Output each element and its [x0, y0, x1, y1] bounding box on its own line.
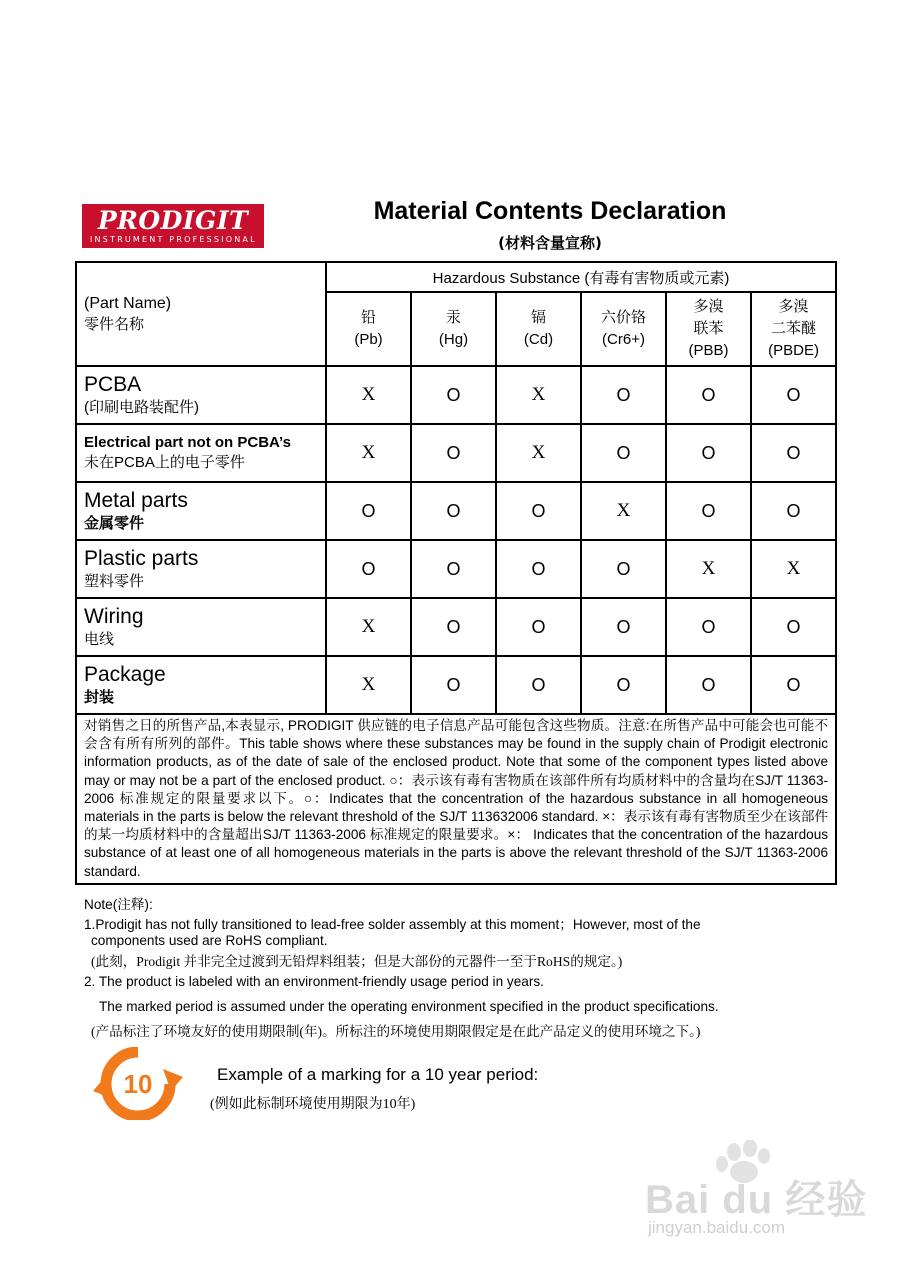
logo-brand: PRODIGIT — [97, 206, 249, 235]
substance-mark-cell: O — [751, 424, 836, 482]
declaration-table — [75, 261, 837, 885]
part-name-zh: 塑料零件 — [84, 572, 145, 590]
table-row — [76, 540, 836, 598]
part-name-zh: 电线 — [84, 630, 115, 648]
table-row — [76, 656, 836, 714]
substance-mark-cell: O — [411, 598, 496, 656]
part-name-zh: 零件名称 — [84, 315, 145, 333]
note-2-line-2: The marked period is assumed under the operating environment specified in the product specifications. — [99, 999, 719, 1014]
substance-mark-cell: O — [411, 366, 496, 424]
part-name-en: Wiring — [84, 604, 144, 628]
substance-symbol: (PBB) — [688, 342, 729, 359]
part-rows — [76, 366, 836, 714]
note-1-line-1: 1.Prodigit has not fully transitioned to lead-free solder assembly at this moment；However, most of the — [84, 917, 701, 932]
substance-mark-cell: O — [496, 540, 581, 598]
substance-mark-cell: O — [496, 598, 581, 656]
substance-zh: 镉 — [530, 309, 546, 326]
part-name-cell — [76, 424, 326, 482]
environment-period-badge-icon — [91, 1047, 186, 1120]
substance-header-cell — [496, 292, 581, 366]
part-name-header — [76, 262, 326, 366]
substance-symbol: (Cd) — [523, 331, 554, 348]
substance-mark-cell: O — [411, 656, 496, 714]
example-caption-zh: (例如此标制环境使用期限为10年) — [210, 1097, 416, 1112]
part-name-en: PCBA — [84, 372, 142, 396]
substance-mark-cell: O — [751, 482, 836, 540]
substance-mark-cell: X — [326, 366, 411, 424]
substance-header-cell — [666, 292, 751, 366]
substance-symbol: (Cr6+) — [602, 331, 645, 348]
prodigit-logo — [82, 204, 264, 248]
substance-header-cell — [326, 292, 411, 366]
table-row — [76, 424, 836, 482]
part-name-en: (Part Name) — [84, 294, 172, 312]
substance-mark-cell: O — [496, 482, 581, 540]
substance-mark-cell: O — [581, 598, 666, 656]
part-name-en: Metal parts — [84, 488, 188, 512]
substance-mark-cell: O — [581, 540, 666, 598]
substance-mark-cell: X — [751, 540, 836, 598]
part-name-zh: 未在PCBA上的电子零件 — [84, 454, 245, 471]
substance-mark-cell: O — [666, 482, 751, 540]
part-name-cell — [76, 482, 326, 540]
table-footnote: 对销售之日的所售产品,本表显示, PRODIGIT 供应链的电子信息产品可能包含这些物质。注意:在所售产品中可能会也可能不会含有所有所列的部件。This table shows where these substances may be found in the supply chain of Prodigit electronic information products, as of the date of sale of the enclosed product. Note that some of the component types listed above may or may not be a part of the enclosed product. ○：表示该有毒有害物质在该部件所有均质材料中的含量均在SJ/T 11363-2006 标准规定的限量要求以下。○：Indicates that the concentration of the hazardous substance in all homogeneous materials in the parts is below the relevant threshold of the SJ/T 113632006 standard. ×：表示该有毒有害物质至少在该部件的某一均质材料中的含量超出SJ/T 11363-2006 标准规定的限量要求。×： Indicates that the concentration of the hazardous substance of at least one of all homogeneous materials in the parts is above the relevant threshold of the SJ/T 11363-2006 standard. — [76, 714, 836, 884]
example-caption-en: Example of a marking for a 10 year period: — [217, 1065, 539, 1084]
substance-mark-cell: O — [581, 366, 666, 424]
substance-mark-cell: O — [411, 540, 496, 598]
watermark-text: Bai du 经验 — [645, 1178, 868, 1222]
substance-mark-cell: O — [581, 656, 666, 714]
substance-mark-cell: O — [666, 366, 751, 424]
substance-mark-cell: O — [666, 598, 751, 656]
note-1-line-2: components used are RoHS compliant. — [91, 933, 328, 948]
substance-zh: 汞 — [445, 309, 461, 326]
table-row — [76, 598, 836, 656]
note-1-zh: (此刻，Prodigit 并非完全过渡到无铅焊料组装；但是大部份的元器件一至于RoHS的规定。) — [91, 954, 623, 969]
part-name-zh: 金属零件 — [84, 514, 145, 532]
hazard-substance-header: Hazardous Substance (有毒有害物质或元素) — [326, 262, 836, 292]
badge-number: 10 — [123, 1069, 153, 1099]
note-2-line-1: 2. The product is labeled with an environment-friendly usage period in years. — [84, 974, 544, 989]
substance-mark-cell: O — [666, 424, 751, 482]
watermark-url: jingyan.baidu.com — [648, 1218, 786, 1237]
logo-tagline: INSTRUMENT PROFESSIONAL — [90, 235, 257, 244]
substance-mark-cell: O — [666, 656, 751, 714]
substance-symbol: (Pb) — [354, 331, 383, 348]
note-2-zh: (产品标注了环境友好的使用期限制(年)。所标注的环境使用期限假定是在此产品定义的使用环境之下。) — [91, 1024, 701, 1039]
substance-mark-cell: X — [666, 540, 751, 598]
substance-header-cell — [581, 292, 666, 366]
substance-mark-cell: O — [326, 482, 411, 540]
substance-mark-cell: O — [411, 424, 496, 482]
part-name-cell — [76, 656, 326, 714]
table-row — [76, 366, 836, 424]
page-subtitle: (材料含量宣称) — [498, 234, 602, 252]
substance-zh: 铅 — [360, 309, 376, 326]
part-name-en: Electrical part not on PCBA’s — [84, 434, 291, 451]
part-name-en: Package — [84, 662, 166, 686]
substance-zh: 多溴 联苯 — [693, 298, 724, 337]
substance-header-cell — [411, 292, 496, 366]
substance-symbol: (Hg) — [438, 331, 469, 348]
substance-mark-cell: O — [496, 656, 581, 714]
substance-mark-cell: O — [751, 656, 836, 714]
substance-mark-cell: O — [326, 540, 411, 598]
substance-mark-cell: X — [326, 598, 411, 656]
substance-mark-cell: O — [751, 366, 836, 424]
notes-heading: Note(注释): — [84, 897, 153, 912]
part-name-cell — [76, 598, 326, 656]
substance-symbol: (PBDE) — [768, 342, 819, 359]
substance-zh: 多溴 二苯醚 — [771, 298, 817, 337]
substance-zh: 六价铬 — [600, 309, 646, 326]
substance-header-cell — [751, 292, 836, 366]
substance-mark-cell: X — [496, 424, 581, 482]
page-title: Material Contents Declaration — [373, 197, 727, 225]
substance-mark-cell: X — [581, 482, 666, 540]
part-name-en: Plastic parts — [84, 546, 199, 570]
substance-mark-cell: X — [326, 656, 411, 714]
substance-mark-cell: O — [411, 482, 496, 540]
substance-mark-cell: O — [581, 424, 666, 482]
part-name-cell — [76, 366, 326, 424]
substance-mark-cell: X — [496, 366, 581, 424]
table-row — [76, 482, 836, 540]
part-name-zh: 封装 — [84, 688, 115, 706]
substance-mark-cell: O — [751, 598, 836, 656]
part-name-cell — [76, 540, 326, 598]
substance-mark-cell: X — [326, 424, 411, 482]
part-name-zh: (印刷电路装配件) — [84, 398, 199, 416]
